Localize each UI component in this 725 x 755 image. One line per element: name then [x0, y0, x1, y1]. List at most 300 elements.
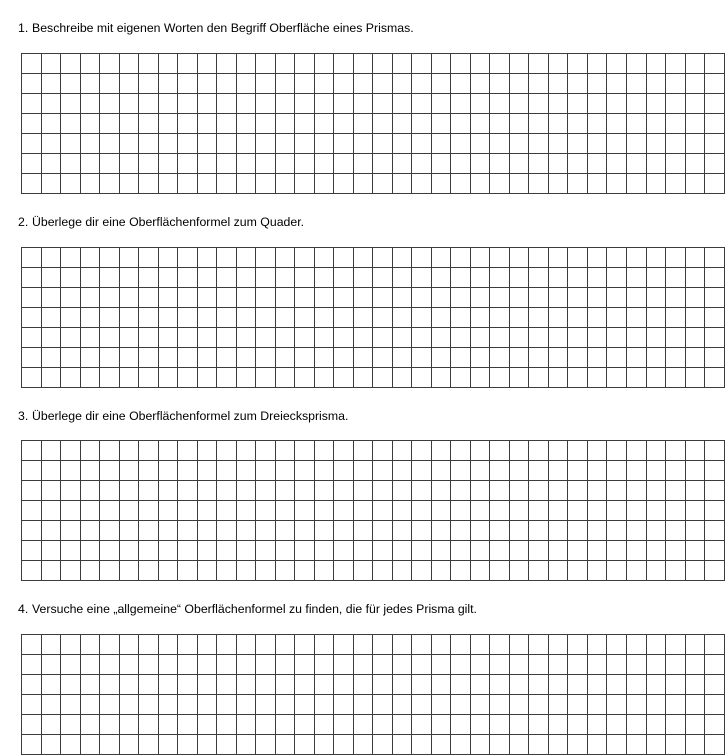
grid-cell[interactable]	[217, 173, 237, 193]
grid-cell[interactable]	[529, 153, 549, 173]
grid-cell[interactable]	[509, 287, 529, 307]
grid-cell[interactable]	[139, 501, 159, 521]
grid-cell[interactable]	[646, 247, 666, 267]
grid-cell[interactable]	[646, 93, 666, 113]
grid-cell[interactable]	[412, 521, 432, 541]
grid-cell[interactable]	[548, 173, 568, 193]
grid-cell[interactable]	[470, 501, 490, 521]
grid-cell[interactable]	[22, 173, 42, 193]
grid-cell[interactable]	[626, 481, 646, 501]
grid-cell[interactable]	[568, 133, 588, 153]
grid-cell[interactable]	[373, 441, 393, 461]
grid-cell[interactable]	[470, 93, 490, 113]
grid-cell[interactable]	[431, 655, 451, 675]
grid-cell[interactable]	[587, 327, 607, 347]
grid-cell[interactable]	[353, 113, 373, 133]
grid-cell[interactable]	[451, 461, 471, 481]
grid-cell[interactable]	[41, 53, 61, 73]
grid-cell[interactable]	[587, 73, 607, 93]
grid-cell[interactable]	[646, 53, 666, 73]
grid-cell[interactable]	[119, 287, 139, 307]
grid-cell[interactable]	[548, 521, 568, 541]
grid-cell[interactable]	[41, 287, 61, 307]
grid-cell[interactable]	[119, 153, 139, 173]
grid-cell[interactable]	[61, 347, 81, 367]
grid-cell[interactable]	[158, 133, 178, 153]
grid-cell[interactable]	[666, 501, 686, 521]
grid-cell[interactable]	[353, 367, 373, 387]
grid-cell[interactable]	[607, 247, 627, 267]
grid-cell[interactable]	[431, 73, 451, 93]
grid-cell[interactable]	[314, 287, 334, 307]
grid-cell[interactable]	[607, 441, 627, 461]
grid-cell[interactable]	[217, 307, 237, 327]
grid-cell[interactable]	[470, 461, 490, 481]
grid-cell[interactable]	[197, 461, 217, 481]
grid-cell[interactable]	[139, 133, 159, 153]
grid-cell[interactable]	[568, 481, 588, 501]
grid-cell[interactable]	[666, 561, 686, 581]
grid-cell[interactable]	[178, 267, 198, 287]
grid-cell[interactable]	[80, 287, 100, 307]
grid-cell[interactable]	[353, 561, 373, 581]
grid-cell[interactable]	[548, 347, 568, 367]
grid-cell[interactable]	[61, 715, 81, 735]
grid-cell[interactable]	[412, 735, 432, 755]
grid-cell[interactable]	[178, 153, 198, 173]
grid-cell[interactable]	[22, 287, 42, 307]
grid-cell[interactable]	[548, 675, 568, 695]
grid-cell[interactable]	[529, 735, 549, 755]
grid-cell[interactable]	[41, 133, 61, 153]
grid-cell[interactable]	[705, 307, 725, 327]
grid-cell[interactable]	[158, 695, 178, 715]
grid-cell[interactable]	[353, 481, 373, 501]
grid-cell[interactable]	[61, 133, 81, 153]
grid-cell[interactable]	[626, 695, 646, 715]
grid-cell[interactable]	[685, 367, 705, 387]
grid-cell[interactable]	[217, 367, 237, 387]
grid-cell[interactable]	[412, 541, 432, 561]
grid-cell[interactable]	[529, 541, 549, 561]
grid-cell[interactable]	[705, 93, 725, 113]
grid-cell[interactable]	[236, 541, 256, 561]
grid-cell[interactable]	[509, 53, 529, 73]
grid-cell[interactable]	[431, 521, 451, 541]
grid-cell[interactable]	[626, 287, 646, 307]
grid-cell[interactable]	[431, 561, 451, 581]
grid-cell[interactable]	[373, 247, 393, 267]
grid-cell[interactable]	[490, 367, 510, 387]
grid-cell[interactable]	[61, 675, 81, 695]
grid-cell[interactable]	[256, 73, 276, 93]
grid-cell[interactable]	[158, 501, 178, 521]
grid-cell[interactable]	[705, 521, 725, 541]
grid-cell[interactable]	[119, 561, 139, 581]
grid-cell[interactable]	[217, 521, 237, 541]
grid-cell[interactable]	[392, 441, 412, 461]
grid-cell[interactable]	[685, 561, 705, 581]
grid-cell[interactable]	[607, 675, 627, 695]
grid-cell[interactable]	[295, 655, 315, 675]
grid-cell[interactable]	[431, 347, 451, 367]
grid-cell[interactable]	[587, 267, 607, 287]
grid-cell[interactable]	[412, 327, 432, 347]
grid-cell[interactable]	[275, 655, 295, 675]
grid-cell[interactable]	[80, 73, 100, 93]
grid-cell[interactable]	[100, 173, 120, 193]
grid-cell[interactable]	[548, 93, 568, 113]
grid-cell[interactable]	[80, 735, 100, 755]
grid-cell[interactable]	[373, 655, 393, 675]
grid-cell[interactable]	[80, 481, 100, 501]
grid-cell[interactable]	[61, 267, 81, 287]
grid-cell[interactable]	[236, 655, 256, 675]
grid-cell[interactable]	[119, 113, 139, 133]
grid-cell[interactable]	[41, 153, 61, 173]
grid-cell[interactable]	[139, 247, 159, 267]
grid-cell[interactable]	[470, 675, 490, 695]
grid-cell[interactable]	[587, 635, 607, 655]
grid-cell[interactable]	[353, 307, 373, 327]
grid-cell[interactable]	[431, 441, 451, 461]
grid-cell[interactable]	[548, 695, 568, 715]
grid-cell[interactable]	[666, 287, 686, 307]
grid-cell[interactable]	[217, 267, 237, 287]
grid-cell[interactable]	[80, 93, 100, 113]
grid-cell[interactable]	[236, 561, 256, 581]
grid-cell[interactable]	[373, 73, 393, 93]
grid-cell[interactable]	[275, 735, 295, 755]
grid-cell[interactable]	[529, 93, 549, 113]
grid-cell[interactable]	[41, 715, 61, 735]
grid-cell[interactable]	[314, 153, 334, 173]
grid-cell[interactable]	[295, 481, 315, 501]
grid-cell[interactable]	[158, 715, 178, 735]
grid-cell[interactable]	[373, 675, 393, 695]
grid-cell[interactable]	[334, 267, 354, 287]
grid-cell[interactable]	[373, 113, 393, 133]
grid-cell[interactable]	[314, 541, 334, 561]
grid-cell[interactable]	[236, 675, 256, 695]
grid-cell[interactable]	[626, 715, 646, 735]
grid-cell[interactable]	[295, 521, 315, 541]
grid-cell[interactable]	[22, 481, 42, 501]
grid-cell[interactable]	[470, 113, 490, 133]
grid-cell[interactable]	[100, 501, 120, 521]
grid-cell[interactable]	[626, 347, 646, 367]
grid-cell[interactable]	[451, 113, 471, 133]
grid-cell[interactable]	[217, 561, 237, 581]
grid-cell[interactable]	[197, 347, 217, 367]
grid-cell[interactable]	[217, 113, 237, 133]
grid-cell[interactable]	[470, 695, 490, 715]
grid-cell[interactable]	[607, 561, 627, 581]
grid-cell[interactable]	[80, 461, 100, 481]
grid-cell[interactable]	[529, 501, 549, 521]
grid-cell[interactable]	[100, 347, 120, 367]
grid-cell[interactable]	[587, 133, 607, 153]
grid-cell[interactable]	[353, 267, 373, 287]
grid-cell[interactable]	[100, 481, 120, 501]
grid-cell[interactable]	[568, 73, 588, 93]
grid-cell[interactable]	[392, 153, 412, 173]
grid-cell[interactable]	[158, 561, 178, 581]
grid-cell[interactable]	[334, 461, 354, 481]
grid-cell[interactable]	[412, 153, 432, 173]
grid-cell[interactable]	[22, 441, 42, 461]
grid-cell[interactable]	[646, 367, 666, 387]
grid-cell[interactable]	[22, 267, 42, 287]
grid-cell[interactable]	[197, 441, 217, 461]
grid-cell[interactable]	[392, 461, 412, 481]
grid-cell[interactable]	[548, 73, 568, 93]
grid-cell[interactable]	[431, 93, 451, 113]
grid-cell[interactable]	[490, 247, 510, 267]
grid-cell[interactable]	[490, 735, 510, 755]
grid-cell[interactable]	[353, 521, 373, 541]
grid-cell[interactable]	[236, 501, 256, 521]
grid-cell[interactable]	[275, 501, 295, 521]
grid-cell[interactable]	[470, 655, 490, 675]
grid-cell[interactable]	[295, 247, 315, 267]
grid-cell[interactable]	[587, 347, 607, 367]
grid-cell[interactable]	[295, 541, 315, 561]
grid-cell[interactable]	[178, 541, 198, 561]
grid-cell[interactable]	[490, 113, 510, 133]
grid-cell[interactable]	[412, 93, 432, 113]
grid-cell[interactable]	[139, 267, 159, 287]
grid-cell[interactable]	[392, 367, 412, 387]
grid-cell[interactable]	[334, 695, 354, 715]
grid-cell[interactable]	[587, 153, 607, 173]
grid-cell[interactable]	[607, 735, 627, 755]
grid-cell[interactable]	[568, 267, 588, 287]
grid-cell[interactable]	[139, 347, 159, 367]
grid-cell[interactable]	[314, 481, 334, 501]
grid-cell[interactable]	[178, 635, 198, 655]
grid-cell[interactable]	[353, 461, 373, 481]
grid-cell[interactable]	[431, 53, 451, 73]
grid-cell[interactable]	[158, 461, 178, 481]
grid-cell[interactable]	[119, 267, 139, 287]
grid-cell[interactable]	[217, 73, 237, 93]
grid-cell[interactable]	[392, 481, 412, 501]
grid-cell[interactable]	[139, 675, 159, 695]
grid-cell[interactable]	[139, 541, 159, 561]
grid-cell[interactable]	[41, 307, 61, 327]
grid-cell[interactable]	[685, 93, 705, 113]
grid-cell[interactable]	[548, 461, 568, 481]
grid-cell[interactable]	[22, 327, 42, 347]
grid-cell[interactable]	[197, 521, 217, 541]
grid-cell[interactable]	[119, 461, 139, 481]
grid-cell[interactable]	[119, 307, 139, 327]
task-4-answer-area[interactable]	[0, 634, 725, 755]
grid-cell[interactable]	[353, 675, 373, 695]
grid-cell[interactable]	[646, 675, 666, 695]
grid-cell[interactable]	[275, 113, 295, 133]
grid-cell[interactable]	[256, 441, 276, 461]
grid-cell[interactable]	[256, 561, 276, 581]
grid-cell[interactable]	[685, 347, 705, 367]
grid-cell[interactable]	[412, 307, 432, 327]
grid-cell[interactable]	[158, 53, 178, 73]
grid-cell[interactable]	[80, 307, 100, 327]
grid-cell[interactable]	[646, 441, 666, 461]
grid-cell[interactable]	[509, 501, 529, 521]
grid-cell[interactable]	[705, 113, 725, 133]
grid-cell[interactable]	[666, 441, 686, 461]
grid-cell[interactable]	[431, 327, 451, 347]
grid-cell[interactable]	[392, 735, 412, 755]
grid-cell[interactable]	[373, 695, 393, 715]
grid-cell[interactable]	[431, 367, 451, 387]
grid-cell[interactable]	[41, 267, 61, 287]
grid-cell[interactable]	[139, 53, 159, 73]
grid-cell[interactable]	[373, 327, 393, 347]
grid-cell[interactable]	[80, 695, 100, 715]
grid-cell[interactable]	[451, 133, 471, 153]
grid-cell[interactable]	[607, 715, 627, 735]
grid-cell[interactable]	[626, 735, 646, 755]
grid-cell[interactable]	[646, 561, 666, 581]
grid-cell[interactable]	[529, 287, 549, 307]
grid-cell[interactable]	[685, 287, 705, 307]
grid-cell[interactable]	[509, 521, 529, 541]
grid-cell[interactable]	[490, 173, 510, 193]
grid-cell[interactable]	[529, 173, 549, 193]
grid-cell[interactable]	[119, 53, 139, 73]
grid-cell[interactable]	[548, 53, 568, 73]
grid-cell[interactable]	[490, 153, 510, 173]
grid-cell[interactable]	[685, 173, 705, 193]
grid-cell[interactable]	[217, 695, 237, 715]
grid-cell[interactable]	[451, 267, 471, 287]
grid-cell[interactable]	[353, 247, 373, 267]
grid-cell[interactable]	[626, 327, 646, 347]
grid-cell[interactable]	[80, 541, 100, 561]
grid-cell[interactable]	[705, 327, 725, 347]
grid-cell[interactable]	[236, 133, 256, 153]
grid-cell[interactable]	[256, 287, 276, 307]
grid-cell[interactable]	[451, 53, 471, 73]
grid-cell[interactable]	[626, 53, 646, 73]
grid-cell[interactable]	[646, 635, 666, 655]
grid-cell[interactable]	[373, 133, 393, 153]
grid-cell[interactable]	[373, 735, 393, 755]
grid-cell[interactable]	[626, 635, 646, 655]
grid-cell[interactable]	[646, 735, 666, 755]
grid-cell[interactable]	[61, 481, 81, 501]
grid-cell[interactable]	[275, 247, 295, 267]
grid-cell[interactable]	[80, 53, 100, 73]
grid-cell[interactable]	[470, 327, 490, 347]
grid-cell[interactable]	[80, 635, 100, 655]
grid-cell[interactable]	[685, 153, 705, 173]
grid-cell[interactable]	[100, 93, 120, 113]
grid-cell[interactable]	[431, 735, 451, 755]
grid-cell[interactable]	[626, 247, 646, 267]
grid-cell[interactable]	[685, 735, 705, 755]
grid-cell[interactable]	[509, 461, 529, 481]
grid-cell[interactable]	[705, 635, 725, 655]
grid-cell[interactable]	[197, 267, 217, 287]
grid-cell[interactable]	[353, 93, 373, 113]
grid-cell[interactable]	[451, 501, 471, 521]
grid-cell[interactable]	[139, 327, 159, 347]
grid-cell[interactable]	[412, 481, 432, 501]
grid-cell[interactable]	[587, 481, 607, 501]
grid-cell[interactable]	[470, 267, 490, 287]
grid-cell[interactable]	[451, 367, 471, 387]
grid-cell[interactable]	[256, 715, 276, 735]
grid-cell[interactable]	[587, 501, 607, 521]
grid-cell[interactable]	[100, 113, 120, 133]
grid-cell[interactable]	[607, 113, 627, 133]
grid-cell[interactable]	[626, 153, 646, 173]
grid-cell[interactable]	[334, 173, 354, 193]
grid-cell[interactable]	[119, 675, 139, 695]
grid-cell[interactable]	[529, 367, 549, 387]
grid-cell[interactable]	[41, 655, 61, 675]
grid-cell[interactable]	[41, 501, 61, 521]
grid-cell[interactable]	[275, 367, 295, 387]
grid-cell[interactable]	[431, 541, 451, 561]
grid-cell[interactable]	[275, 93, 295, 113]
grid-cell[interactable]	[236, 367, 256, 387]
grid-cell[interactable]	[334, 541, 354, 561]
grid-cell[interactable]	[568, 695, 588, 715]
grid-cell[interactable]	[334, 367, 354, 387]
grid-cell[interactable]	[295, 635, 315, 655]
grid-cell[interactable]	[256, 347, 276, 367]
grid-cell[interactable]	[666, 461, 686, 481]
grid-cell[interactable]	[314, 695, 334, 715]
grid-cell[interactable]	[666, 153, 686, 173]
grid-cell[interactable]	[685, 307, 705, 327]
grid-cell[interactable]	[509, 561, 529, 581]
grid-cell[interactable]	[705, 153, 725, 173]
grid-cell[interactable]	[490, 521, 510, 541]
grid-cell[interactable]	[373, 481, 393, 501]
grid-cell[interactable]	[548, 635, 568, 655]
grid-cell[interactable]	[490, 73, 510, 93]
grid-cell[interactable]	[646, 133, 666, 153]
grid-cell[interactable]	[568, 561, 588, 581]
grid-cell[interactable]	[197, 93, 217, 113]
grid-cell[interactable]	[22, 541, 42, 561]
grid-cell[interactable]	[80, 715, 100, 735]
grid-cell[interactable]	[275, 635, 295, 655]
grid-cell[interactable]	[61, 521, 81, 541]
grid-cell[interactable]	[236, 287, 256, 307]
grid-cell[interactable]	[334, 561, 354, 581]
grid-cell[interactable]	[470, 715, 490, 735]
grid-cell[interactable]	[314, 53, 334, 73]
grid-cell[interactable]	[548, 541, 568, 561]
grid-cell[interactable]	[41, 735, 61, 755]
grid-cell[interactable]	[607, 307, 627, 327]
grid-cell[interactable]	[22, 153, 42, 173]
grid-cell[interactable]	[178, 247, 198, 267]
grid-cell[interactable]	[412, 73, 432, 93]
grid-cell[interactable]	[431, 267, 451, 287]
grid-cell[interactable]	[334, 153, 354, 173]
grid-cell[interactable]	[626, 521, 646, 541]
grid-cell[interactable]	[41, 521, 61, 541]
grid-cell[interactable]	[666, 267, 686, 287]
